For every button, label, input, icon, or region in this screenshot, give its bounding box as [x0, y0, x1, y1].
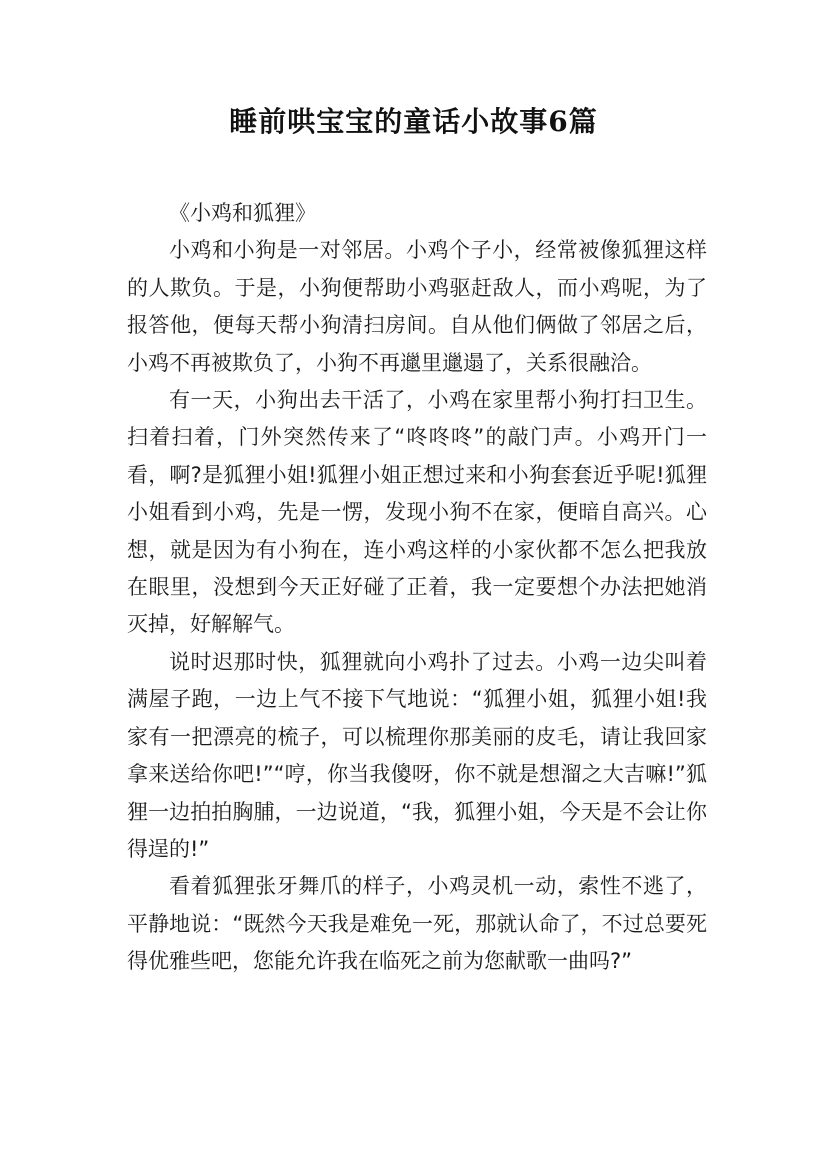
- paragraph: 有一天，小狗出去干活了，小鸡在家里帮小狗打扫卫生。扫着扫着，门外突然传来了“咚咚咚”的敲门声。小鸡开门一看，啊?是狐狸小姐!狐狸小姐正想过来和小狗套套近乎呢!狐狸小姐看到小鸡，先是一愣，发现小狗不在家，便暗自高兴。心想，就是因为有小狗在，连小鸡这样的小家伙都不怎么把我放在眼里，没想到今天正好碰了正着，我一定要想个办法把她消灭掉，好解解气。: [127, 388, 707, 637]
- document-body: [127, 195, 707, 981]
- paragraph: 说时迟那时快，狐狸就向小鸡扑了过去。小鸡一边尖叫着满屋子跑，一边上气不接下气地说：“狐狸小姐，狐狸小姐!我家有一把漂亮的梳子，可以梳理你那美丽的皮毛，请让我回家拿来送给你吧!”“哼，你当我傻呀，你不就是想溜之大吉嘛!”狐狸一边拍拍胸脯，一边说道，“我，狐狸小姐，今天是不会让你得逞的!”: [127, 649, 707, 861]
- document-title: 睡前哄宝宝的童话小故事6篇: [229, 105, 598, 138]
- paragraph: 看着狐狸张牙舞爪的样子，小鸡灵机一动，索性不逃了，平静地说：“既然今天我是难免一死，那就认命了，不过总要死得优雅些吧，您能允许我在临死之前为您献歌一曲吗?”: [127, 874, 707, 974]
- paragraph: 小鸡和小狗是一对邻居。小鸡个子小，经常被像狐狸这样的人欺负。于是，小狗便帮助小鸡驱赶敌人，而小鸡呢，为了报答他，便每天帮小狗清扫房间。自从他们俩做了邻居之后，小鸡不再被欺负了，小狗不再邋里邋遢了，关系很融洽。: [127, 238, 707, 375]
- story-title: 《小鸡和狐狸》: [169, 201, 316, 225]
